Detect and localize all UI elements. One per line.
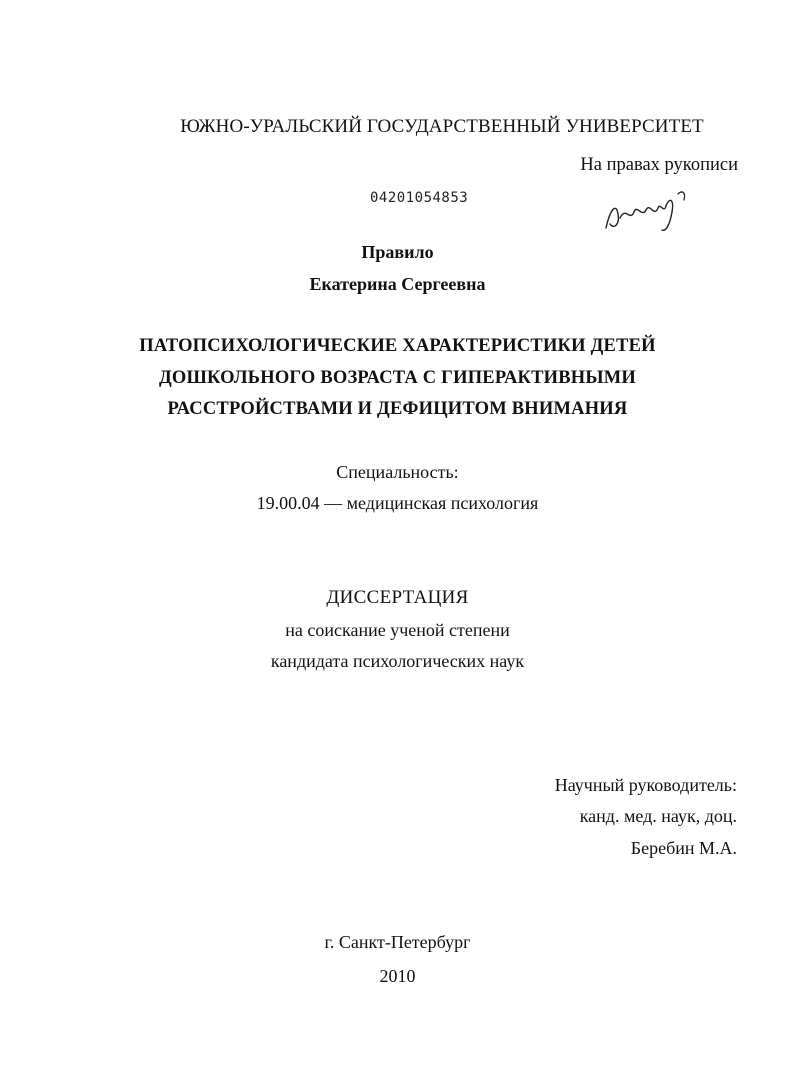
author-surname: Правило bbox=[361, 242, 434, 262]
handwritten-signature bbox=[596, 188, 696, 238]
thesis-title-line-1: ПАТОПСИХОЛОГИЧЕСКИЕ ХАРАКТЕРИСТИКИ ДЕТЕЙ bbox=[139, 336, 656, 356]
catalog-number: 04201054853 bbox=[370, 190, 469, 206]
dissertation-degree-line-2: кандидата психологических наук bbox=[270, 651, 525, 671]
supervisor-name: Беребин М.А. bbox=[630, 838, 737, 858]
dissertation-degree-line-1: на соискание ученой степени bbox=[285, 620, 510, 640]
supervisor-degree: канд. мед. наук, доц. bbox=[579, 806, 737, 826]
city: г. Санкт-Петербург bbox=[324, 932, 471, 952]
dissertation-heading: ДИССЕРТАЦИЯ bbox=[326, 587, 469, 608]
thesis-title-line-2: ДОШКОЛЬНОГО ВОЗРАСТА С ГИПЕРАКТИВНЫМИ bbox=[158, 368, 637, 388]
thesis-title-line-3: РАССТРОЙСТВАМИ И ДЕФИЦИТОМ ВНИМАНИЯ bbox=[167, 399, 628, 419]
specialty-value: 19.00.04 — медицинская психология bbox=[256, 493, 539, 513]
supervisor-label: Научный руководитель: bbox=[554, 775, 737, 795]
year: 2010 bbox=[379, 966, 416, 986]
specialty-label: Специальность: bbox=[336, 462, 459, 482]
manuscript-note: На правах рукописи bbox=[580, 155, 738, 175]
author-given-names: Екатерина Сергеевна bbox=[309, 274, 486, 294]
university-name: ЮЖНО-УРАЛЬСКИЙ ГОСУДАРСТВЕННЫЙ УНИВЕРСИТЕТ bbox=[180, 116, 704, 137]
